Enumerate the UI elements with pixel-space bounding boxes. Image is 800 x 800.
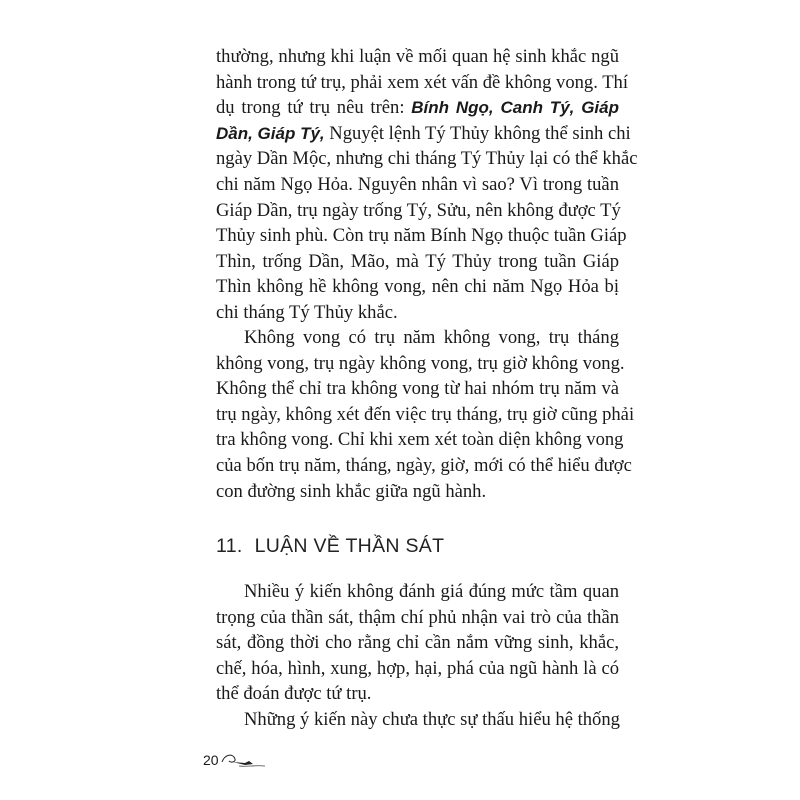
text-line: Không vong có trụ năm không vong, trụ tháng [244,327,619,348]
text-line: ngày Dần Mộc, nhưng chi tháng Tý Thủy lại có thể khắc [216,148,638,170]
page-number: 20 [203,752,219,768]
paragraph-3 [216,579,619,733]
section-title: LUẬN VỀ THẦN SÁT [254,535,445,557]
text-line [216,95,619,121]
paragraph-1 [216,44,638,326]
text-line: trụ ngày, không xét đến việc trụ tháng, trụ giờ cũng phải [216,403,635,425]
text-line [216,121,631,147]
text-line: sát, đồng thời cho rằng chỉ cần nắm vững sinh, khắc, [216,632,619,654]
text-run: dụ trong tứ trụ nêu trên: [216,97,412,119]
text-line: thể đoán được tứ trụ. [216,683,372,705]
text-line: chế, hóa, hình, xung, hợp, hại, phá của ngũ hành là có [216,657,619,679]
emphasis-pillars: Bính Ngọ, Canh Tý, Giáp [411,98,619,118]
text-line: Thủy sinh phù. Còn trụ năm Bính Ngọ thuộc tuần Giáp [216,225,627,247]
text-run: Nguyệt lệnh Tý Thủy không thể sinh chi [324,122,631,144]
text-line: chi năm Ngọ Hỏa. Nguyên nhân vì sao? Vì trong tuần [216,173,619,195]
text-line: hành trong tứ trụ, phải xem xét vấn đề không vong. Thí [216,71,629,93]
text-line: Giáp Dần, trụ ngày trống Tý, Sửu, nên không được Tý [216,199,621,221]
text-line: trọng của thần sát, thậm chí phủ nhận vai trò của thần [216,606,619,628]
text-line: tra không vong. Chỉ khi xem xét toàn diện không vong [216,429,624,451]
page-footer [203,750,267,770]
text-line: Thìn không hề không vong, nên chi năm Ngọ Hỏa bị [216,276,619,298]
text-line: Những ý kiến này chưa thực sự thấu hiểu hệ thống [244,708,620,730]
text-line: Không thể chỉ tra không vong từ hai nhóm trụ năm và [216,378,619,400]
text-line: thường, nhưng khi luận về mối quan hệ sinh khắc ngũ [216,46,619,67]
text-line: chi tháng Tý Thủy khắc. [216,301,398,323]
emphasis-pillars: Dần, Giáp Tý, [216,123,325,143]
section-heading [216,535,444,558]
text-line: của bốn trụ năm, tháng, ngày, giờ, mới có thể hiểu được [216,454,632,476]
swimmer-ornament-icon [219,750,267,770]
text-line: con đường sinh khắc giữa ngũ hành. [216,480,487,502]
section-number: 11. [216,535,243,557]
text-line: Nhiều ý kiến không đánh giá đúng mức tầm quan [244,581,619,602]
text-line: không vong, trụ ngày không vong, trụ giờ không vong. [216,352,625,374]
text-line: Thìn, trống Dần, Mão, mà Tý Thủy trong tuần Giáp [216,250,619,272]
paragraph-2 [216,325,635,504]
